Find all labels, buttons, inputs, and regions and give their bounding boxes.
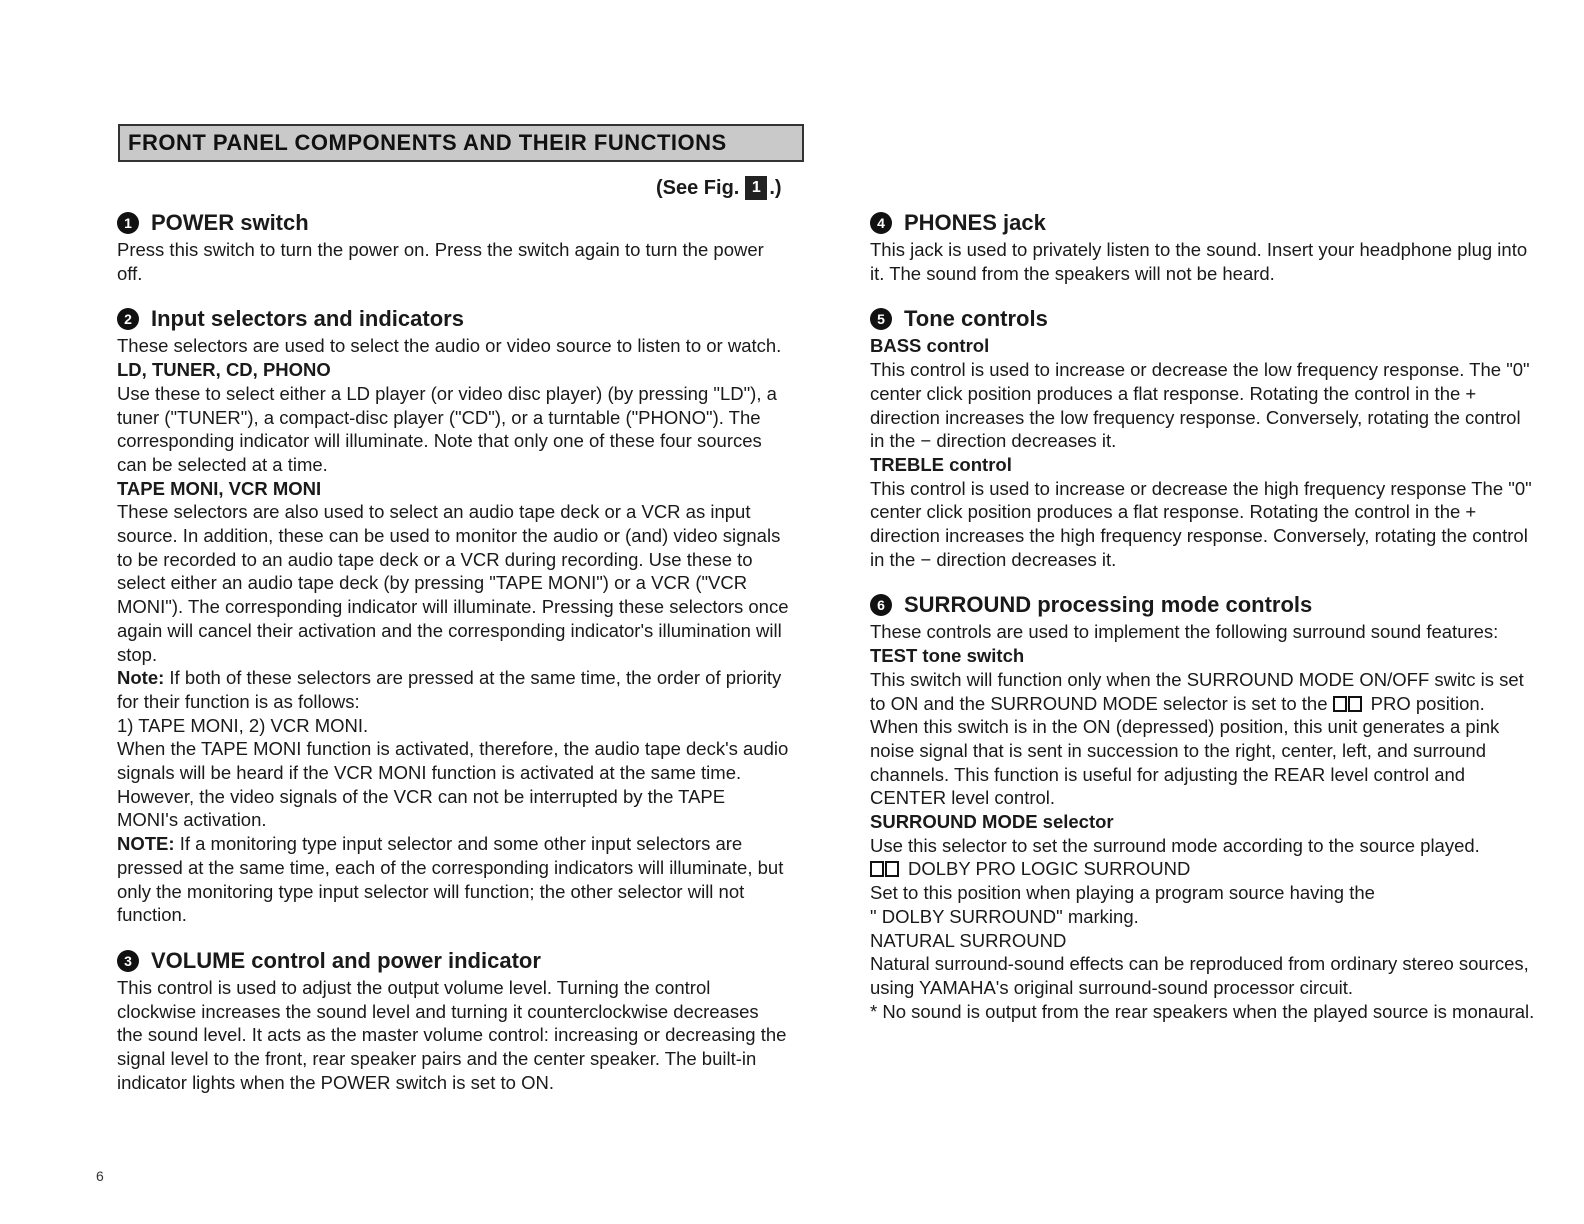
section-title: Input selectors and indicators bbox=[151, 306, 464, 332]
section-number-badge: 5 bbox=[870, 308, 892, 330]
mode-name: DOLBY PRO LOGIC SURROUND bbox=[908, 858, 1191, 880]
paragraph: This control is used to increase or decrease the low frequency response. The "0" center click position produces a flat response. Rotating the control in the + direction increases the low frequency response. Conversely, rotating the control in the − direction decreases it. bbox=[870, 359, 1530, 452]
footnote: * No sound is output from the rear speakers when the played source is monaural. bbox=[870, 1000, 1535, 1022]
section-number-badge: 6 bbox=[870, 594, 892, 616]
dolby-logo-icon bbox=[870, 857, 900, 881]
section-volume-control bbox=[117, 946, 789, 1095]
note-paragraph bbox=[117, 666, 789, 713]
note-text: If both of these selectors are pressed at the same time, the order of priority for their function is as follows: bbox=[117, 667, 782, 712]
paragraph: Use this selector to set the surround mode according to the source played. bbox=[870, 834, 1480, 856]
note-label: Note: bbox=[117, 667, 165, 689]
paragraph: This control is used to increase or decrease the high frequency response The "0" center click position produces a flat response. Rotating the control in the + direction increases the high frequency response. Conversely, rotating the control in the − direction decreases it. bbox=[870, 477, 1532, 570]
section-tone-controls bbox=[870, 304, 1535, 571]
right-column bbox=[870, 208, 1535, 1042]
section-title: VOLUME control and power indicator bbox=[151, 947, 541, 973]
paragraph: These selectors are also used to select an audio tape deck or a VCR as input source. In addition, these can be used to monitor the audio or (and) video signals to be recorded to an audio tape deck or a VCR during recording. Use these to select either an audio tape deck (by pressing "TAPE MONI") or a VCR ("VCR MONI"). The corresponding indicator will illuminate. Pressing these selectors once again will cancel their activation and the corresponding indicator's illumination will stop. bbox=[117, 501, 789, 665]
subheading: BASS control bbox=[870, 335, 990, 357]
see-fig-prefix: (See Fig. bbox=[656, 176, 740, 199]
subheading: LD, TUNER, CD, PHONO bbox=[117, 359, 331, 381]
section-title: PHONES jack bbox=[904, 210, 1046, 235]
paragraph: When the TAPE MONI function is activated, therefore, the audio tape deck's audio signals will be heard if the VCR MONI function is activated at the same time. However, the video signals of the VCR can not be interrupted by the TAPE MONI's activation. bbox=[117, 738, 789, 831]
section-heading bbox=[870, 304, 1535, 334]
paragraph-part: This switch will function only when the SURROUND MODE ON/OFF switc is set to ON and the SURROUND MODE selector is set to the bbox=[870, 668, 1524, 714]
paragraph: Press this switch to turn the power on. Press the switch again to turn the power off. bbox=[117, 239, 764, 284]
note-label: NOTE: bbox=[117, 833, 175, 855]
priority-line: 1) TAPE MONI, 2) VCR MONI. bbox=[117, 714, 369, 736]
section-number-badge: 1 bbox=[117, 212, 139, 234]
section-title: Tone controls bbox=[904, 306, 1048, 332]
section-input-selectors bbox=[117, 304, 789, 927]
paragraph: " DOLBY SURROUND" marking. bbox=[870, 905, 1139, 927]
figure-number-box: 1 bbox=[745, 176, 767, 200]
paragraph: This jack is used to privately listen to the sound. Insert your headphone plug into it. The sound from the speakers will not be heard. bbox=[870, 239, 1528, 284]
page-number: 6 bbox=[96, 1168, 104, 1184]
subheading: TREBLE control bbox=[870, 453, 1012, 475]
subheading: TEST tone switch bbox=[870, 645, 1025, 667]
section-title: SURROUND processing mode controls bbox=[904, 592, 1313, 618]
note-text: If a monitoring type input selector and some other input selectors are pressed at the same time, each of the corresponding indicators will illuminate, but only the monitoring type input selector will function; the other selector will not function. bbox=[117, 833, 784, 926]
paragraph: These controls are used to implement the following surround sound features: bbox=[870, 621, 1499, 643]
section-power-switch bbox=[117, 208, 789, 285]
paragraph: Natural surround-sound effects can be reproduced from ordinary stereo sources, using YAMAHA's original surround-sound processor circuit. bbox=[870, 953, 1529, 998]
paragraph: Set to this position when playing a program source having the bbox=[870, 882, 1375, 904]
section-number-badge: 4 bbox=[870, 212, 892, 234]
paragraph: When this switch is in the ON (depressed) position, this unit generates a pink noise signal that is sent in succession to the right, center, left, and surround channels. This function is useful for adjusting the REAR level control and CENTER level control. bbox=[870, 716, 1500, 809]
section-surround-controls bbox=[870, 590, 1535, 1023]
left-column bbox=[117, 208, 789, 1114]
note-paragraph bbox=[117, 832, 789, 927]
section-title: POWER switch bbox=[151, 210, 309, 235]
section-heading bbox=[117, 304, 789, 334]
subheading: TAPE MONI, VCR MONI bbox=[117, 477, 322, 499]
section-heading bbox=[870, 208, 1535, 238]
dolby-mode-label bbox=[870, 857, 1535, 881]
paragraph: These selectors are used to select the audio or video source to listen to or watch. bbox=[117, 335, 782, 357]
section-heading bbox=[870, 590, 1535, 620]
section-number-badge: 2 bbox=[117, 308, 139, 330]
paragraph bbox=[870, 668, 1535, 715]
see-fig-suffix: .) bbox=[769, 176, 782, 199]
paragraph: Use these to select either a LD player (or video disc player) (by pressing "LD"), a tuner ("TUNER"), a compact-disc player ("CD"), or a turntable ("PHONO"). The corresponding indicator will illuminate. Note that only one of these four sources can be selected at a time. bbox=[117, 382, 777, 475]
dolby-logo-icon bbox=[1333, 692, 1363, 716]
see-figure-ref bbox=[656, 176, 782, 200]
subheading: SURROUND MODE selector bbox=[870, 811, 1114, 833]
paragraph-part: PRO position. bbox=[1370, 692, 1485, 714]
section-banner: FRONT PANEL COMPONENTS AND THEIR FUNCTIONS bbox=[118, 124, 804, 162]
section-heading bbox=[117, 946, 789, 976]
natural-mode-label: NATURAL SURROUND bbox=[870, 929, 1067, 951]
paragraph: This control is used to adjust the output volume level. Turning the control clockwise increases the sound level and turning it counterclockwise decreases the sound level. It acts as the master volume control: increasing or decreasing the signal level to the front, rear speaker pairs and the center speaker. The built-in indicator lights when the POWER switch is set to ON. bbox=[117, 976, 787, 1093]
section-number-badge: 3 bbox=[117, 950, 139, 972]
section-phones-jack bbox=[870, 208, 1535, 285]
section-heading bbox=[117, 208, 789, 238]
